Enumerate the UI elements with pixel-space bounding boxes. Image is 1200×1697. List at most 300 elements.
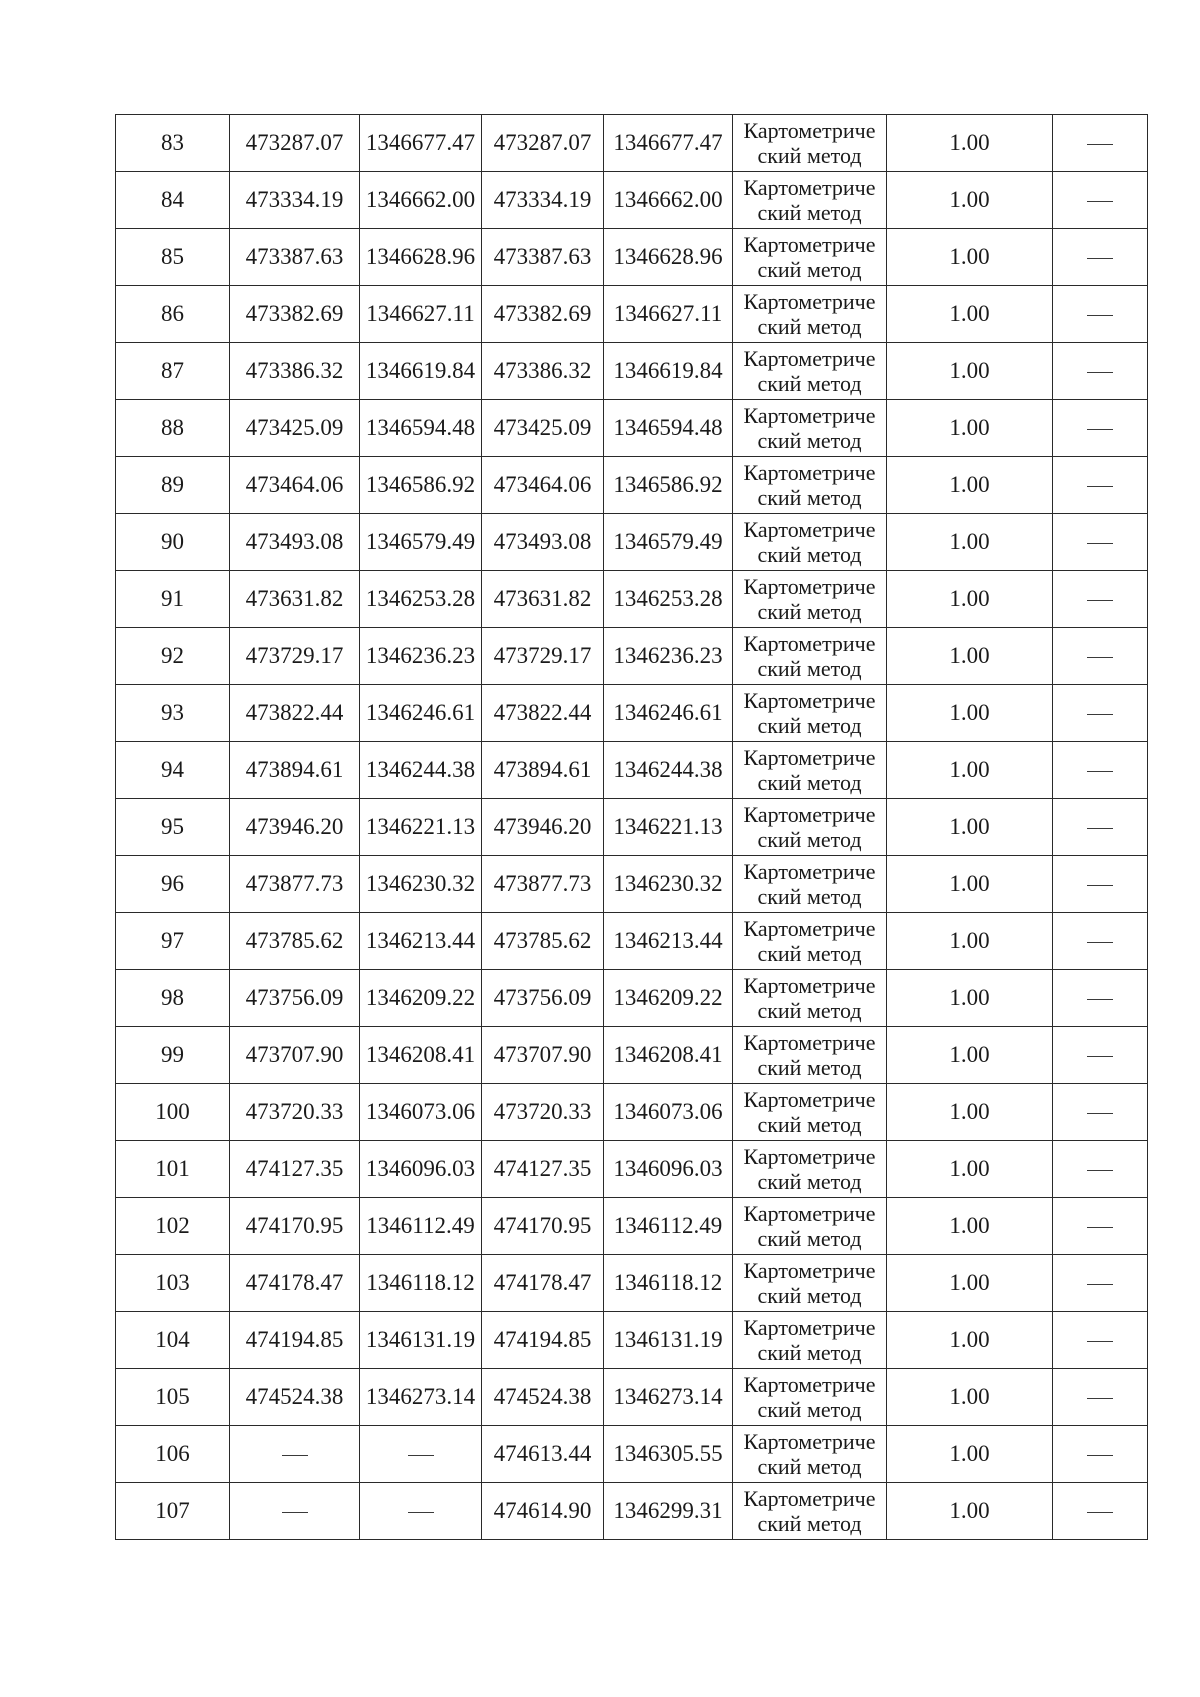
table-row — [116, 172, 1148, 229]
accuracy-cell: 1.00 — [887, 343, 1053, 400]
existing-x-cell: 474170.95 — [230, 1198, 360, 1255]
dash-mark — [1087, 1227, 1113, 1228]
existing-y-cell: 1346213.44 — [360, 913, 482, 970]
table-row — [116, 1084, 1148, 1141]
dash-mark — [1087, 1398, 1113, 1399]
dash-mark — [1087, 1284, 1113, 1285]
method-cell — [733, 571, 887, 628]
dash-mark — [1087, 657, 1113, 658]
table-row — [116, 970, 1148, 1027]
existing-y-cell: 1346208.41 — [360, 1027, 482, 1084]
method-text-line: Картометриче — [743, 517, 876, 542]
table-row — [116, 1483, 1148, 1540]
existing-x-cell — [230, 1483, 360, 1540]
method-text-line: Картометриче — [743, 403, 876, 428]
accuracy-cell: 1.00 — [887, 115, 1053, 172]
refined-x-cell: 473946.20 — [482, 799, 604, 856]
table-row — [116, 742, 1148, 799]
method-text-line: Картометриче — [743, 118, 876, 143]
method-text-line: Картометриче — [743, 1315, 876, 1340]
note-cell — [1053, 1483, 1148, 1540]
refined-y-cell: 1346131.19 — [604, 1312, 733, 1369]
refined-y-cell: 1346221.13 — [604, 799, 733, 856]
dash-mark — [1087, 1170, 1113, 1171]
existing-x-cell: 473387.63 — [230, 229, 360, 286]
method-text-line: Картометриче — [743, 916, 876, 941]
point-number-cell: 100 — [116, 1084, 230, 1141]
refined-y-cell: 1346628.96 — [604, 229, 733, 286]
note-cell — [1053, 1312, 1148, 1369]
method-cell — [733, 1483, 887, 1540]
refined-y-cell: 1346627.11 — [604, 286, 733, 343]
method-cell — [733, 457, 887, 514]
refined-x-cell: 473756.09 — [482, 970, 604, 1027]
accuracy-cell: 1.00 — [887, 1027, 1053, 1084]
accuracy-cell: 1.00 — [887, 628, 1053, 685]
dash-mark — [1087, 1341, 1113, 1342]
refined-x-cell: 474613.44 — [482, 1426, 604, 1483]
accuracy-cell: 1.00 — [887, 1084, 1053, 1141]
existing-y-cell: 1346253.28 — [360, 571, 482, 628]
refined-y-cell: 1346677.47 — [604, 115, 733, 172]
method-cell — [733, 115, 887, 172]
accuracy-cell: 1.00 — [887, 685, 1053, 742]
dash-mark — [1087, 258, 1113, 259]
method-text-line: Картометриче — [743, 1258, 876, 1283]
refined-x-cell: 474194.85 — [482, 1312, 604, 1369]
refined-x-cell: 473707.90 — [482, 1027, 604, 1084]
note-cell — [1053, 286, 1148, 343]
point-number-cell: 99 — [116, 1027, 230, 1084]
existing-x-cell — [230, 1426, 360, 1483]
note-cell — [1053, 1084, 1148, 1141]
point-number-cell: 96 — [116, 856, 230, 913]
existing-y-cell: 1346221.13 — [360, 799, 482, 856]
method-text-line: Картометриче — [743, 1372, 876, 1397]
method-cell — [733, 343, 887, 400]
note-cell — [1053, 970, 1148, 1027]
point-number-cell: 93 — [116, 685, 230, 742]
existing-y-cell — [360, 1483, 482, 1540]
existing-y-cell: 1346131.19 — [360, 1312, 482, 1369]
refined-x-cell: 474127.35 — [482, 1141, 604, 1198]
point-number-cell: 90 — [116, 514, 230, 571]
point-number-cell: 83 — [116, 115, 230, 172]
note-cell — [1053, 1027, 1148, 1084]
method-text-line: ский метод — [757, 485, 862, 510]
note-cell — [1053, 400, 1148, 457]
note-cell — [1053, 1369, 1148, 1426]
refined-y-cell: 1346112.49 — [604, 1198, 733, 1255]
method-text-line: ский метод — [757, 200, 862, 225]
existing-x-cell: 474178.47 — [230, 1255, 360, 1312]
method-text-line: ский метод — [757, 1397, 862, 1422]
refined-x-cell: 474524.38 — [482, 1369, 604, 1426]
accuracy-cell: 1.00 — [887, 1312, 1053, 1369]
method-text-line: ский метод — [757, 371, 862, 396]
refined-x-cell: 473822.44 — [482, 685, 604, 742]
table-row — [116, 115, 1148, 172]
table-row — [116, 628, 1148, 685]
note-cell — [1053, 742, 1148, 799]
existing-x-cell: 473877.73 — [230, 856, 360, 913]
method-text-line: Картометриче — [743, 460, 876, 485]
note-cell — [1053, 115, 1148, 172]
refined-y-cell: 1346209.22 — [604, 970, 733, 1027]
method-text-line: ский метод — [757, 314, 862, 339]
existing-y-cell: 1346579.49 — [360, 514, 482, 571]
refined-x-cell: 473894.61 — [482, 742, 604, 799]
existing-y-cell: 1346244.38 — [360, 742, 482, 799]
existing-x-cell: 473386.32 — [230, 343, 360, 400]
method-text-line: ский метод — [757, 656, 862, 681]
existing-x-cell: 473334.19 — [230, 172, 360, 229]
dash-mark — [1087, 144, 1113, 145]
method-cell — [733, 514, 887, 571]
refined-y-cell: 1346230.32 — [604, 856, 733, 913]
accuracy-cell: 1.00 — [887, 799, 1053, 856]
method-text-line: ский метод — [757, 1511, 862, 1536]
point-number-cell: 98 — [116, 970, 230, 1027]
accuracy-cell: 1.00 — [887, 229, 1053, 286]
existing-y-cell: 1346073.06 — [360, 1084, 482, 1141]
point-number-cell: 84 — [116, 172, 230, 229]
refined-y-cell: 1346246.61 — [604, 685, 733, 742]
existing-y-cell: 1346096.03 — [360, 1141, 482, 1198]
dash-mark — [1087, 714, 1113, 715]
table-row — [116, 799, 1148, 856]
dash-mark — [1087, 201, 1113, 202]
method-text-line: ский метод — [757, 1112, 862, 1137]
existing-y-cell: 1346677.47 — [360, 115, 482, 172]
method-text-line: ский метод — [757, 257, 862, 282]
method-text-line: Картометриче — [743, 1087, 876, 1112]
point-number-cell: 104 — [116, 1312, 230, 1369]
note-cell — [1053, 571, 1148, 628]
table-row — [116, 1198, 1148, 1255]
dash-mark — [1087, 828, 1113, 829]
table-body — [116, 115, 1148, 1540]
method-cell — [733, 1312, 887, 1369]
refined-x-cell: 473720.33 — [482, 1084, 604, 1141]
refined-y-cell: 1346586.92 — [604, 457, 733, 514]
method-text-line: ский метод — [757, 599, 862, 624]
coordinates-table — [115, 114, 1148, 1540]
method-text-line: ский метод — [757, 1169, 862, 1194]
accuracy-cell: 1.00 — [887, 1198, 1053, 1255]
refined-x-cell: 473631.82 — [482, 571, 604, 628]
existing-y-cell: 1346586.92 — [360, 457, 482, 514]
method-text-line: ский метод — [757, 1340, 862, 1365]
accuracy-cell: 1.00 — [887, 172, 1053, 229]
accuracy-cell: 1.00 — [887, 1483, 1053, 1540]
method-cell — [733, 1369, 887, 1426]
existing-x-cell: 474194.85 — [230, 1312, 360, 1369]
refined-y-cell: 1346236.23 — [604, 628, 733, 685]
dash-mark — [1087, 942, 1113, 943]
method-text-line: ский метод — [757, 428, 862, 453]
table-row — [116, 1027, 1148, 1084]
note-cell — [1053, 514, 1148, 571]
method-cell — [733, 1198, 887, 1255]
existing-x-cell: 474524.38 — [230, 1369, 360, 1426]
dash-mark — [1087, 315, 1113, 316]
method-cell — [733, 799, 887, 856]
method-text-line: ский метод — [757, 1226, 862, 1251]
table-row — [116, 1426, 1148, 1483]
method-text-line: ский метод — [757, 542, 862, 567]
note-cell — [1053, 628, 1148, 685]
dash-mark — [1087, 885, 1113, 886]
existing-y-cell: 1346273.14 — [360, 1369, 482, 1426]
note-cell — [1053, 457, 1148, 514]
existing-x-cell: 473785.62 — [230, 913, 360, 970]
refined-y-cell: 1346299.31 — [604, 1483, 733, 1540]
note-cell — [1053, 856, 1148, 913]
method-text-line: Картометриче — [743, 745, 876, 770]
method-text-line: Картометриче — [743, 802, 876, 827]
existing-x-cell: 473822.44 — [230, 685, 360, 742]
accuracy-cell: 1.00 — [887, 913, 1053, 970]
existing-x-cell: 473493.08 — [230, 514, 360, 571]
dash-mark — [1087, 429, 1113, 430]
refined-x-cell: 473387.63 — [482, 229, 604, 286]
table-row — [116, 913, 1148, 970]
existing-y-cell: 1346118.12 — [360, 1255, 482, 1312]
existing-x-cell: 473425.09 — [230, 400, 360, 457]
method-cell — [733, 856, 887, 913]
existing-x-cell: 473707.90 — [230, 1027, 360, 1084]
point-number-cell: 107 — [116, 1483, 230, 1540]
table-row — [116, 856, 1148, 913]
method-text-line: ский метод — [757, 1454, 862, 1479]
note-cell — [1053, 1426, 1148, 1483]
table-row — [116, 1312, 1148, 1369]
dash-mark — [1087, 1056, 1113, 1057]
method-cell — [733, 229, 887, 286]
accuracy-cell: 1.00 — [887, 400, 1053, 457]
existing-x-cell: 474127.35 — [230, 1141, 360, 1198]
dash-mark — [1087, 600, 1113, 601]
refined-x-cell: 474178.47 — [482, 1255, 604, 1312]
point-number-cell: 101 — [116, 1141, 230, 1198]
refined-y-cell: 1346213.44 — [604, 913, 733, 970]
existing-x-cell: 473894.61 — [230, 742, 360, 799]
dash-mark — [1087, 999, 1113, 1000]
existing-y-cell: 1346619.84 — [360, 343, 482, 400]
point-number-cell: 86 — [116, 286, 230, 343]
existing-x-cell: 473287.07 — [230, 115, 360, 172]
dash-mark — [1087, 486, 1113, 487]
point-number-cell: 91 — [116, 571, 230, 628]
table-row — [116, 286, 1148, 343]
refined-x-cell: 473382.69 — [482, 286, 604, 343]
method-text-line: Картометриче — [743, 1429, 876, 1454]
dash-mark — [282, 1512, 308, 1513]
accuracy-cell: 1.00 — [887, 742, 1053, 799]
method-cell — [733, 1255, 887, 1312]
refined-y-cell: 1346579.49 — [604, 514, 733, 571]
method-cell — [733, 970, 887, 1027]
point-number-cell: 94 — [116, 742, 230, 799]
refined-x-cell: 473334.19 — [482, 172, 604, 229]
method-text-line: ский метод — [757, 827, 862, 852]
method-text-line: Картометриче — [743, 346, 876, 371]
dash-mark — [408, 1512, 434, 1513]
existing-y-cell: 1346627.11 — [360, 286, 482, 343]
existing-x-cell: 473946.20 — [230, 799, 360, 856]
method-text-line: ский метод — [757, 713, 862, 738]
note-cell — [1053, 343, 1148, 400]
table-row — [116, 685, 1148, 742]
accuracy-cell: 1.00 — [887, 1369, 1053, 1426]
existing-y-cell — [360, 1426, 482, 1483]
table-row — [116, 400, 1148, 457]
refined-x-cell: 473729.17 — [482, 628, 604, 685]
existing-y-cell: 1346230.32 — [360, 856, 482, 913]
note-cell — [1053, 229, 1148, 286]
existing-y-cell: 1346236.23 — [360, 628, 482, 685]
accuracy-cell: 1.00 — [887, 1255, 1053, 1312]
method-text-line: Картометриче — [743, 631, 876, 656]
table-row — [116, 1369, 1148, 1426]
accuracy-cell: 1.00 — [887, 571, 1053, 628]
accuracy-cell: 1.00 — [887, 514, 1053, 571]
method-text-line: ский метод — [757, 998, 862, 1023]
refined-y-cell: 1346118.12 — [604, 1255, 733, 1312]
method-text-line: ский метод — [757, 941, 862, 966]
accuracy-cell: 1.00 — [887, 970, 1053, 1027]
existing-x-cell: 473382.69 — [230, 286, 360, 343]
existing-x-cell: 473631.82 — [230, 571, 360, 628]
existing-x-cell: 473720.33 — [230, 1084, 360, 1141]
existing-y-cell: 1346594.48 — [360, 400, 482, 457]
method-cell — [733, 400, 887, 457]
existing-x-cell: 473729.17 — [230, 628, 360, 685]
method-cell — [733, 628, 887, 685]
refined-y-cell: 1346073.06 — [604, 1084, 733, 1141]
method-cell — [733, 1027, 887, 1084]
dash-mark — [1087, 1455, 1113, 1456]
existing-x-cell: 473756.09 — [230, 970, 360, 1027]
refined-x-cell: 473877.73 — [482, 856, 604, 913]
method-cell — [733, 742, 887, 799]
dash-mark — [1087, 543, 1113, 544]
refined-x-cell: 473386.32 — [482, 343, 604, 400]
method-text-line: ский метод — [757, 1283, 862, 1308]
method-text-line: ский метод — [757, 884, 862, 909]
method-cell — [733, 913, 887, 970]
refined-y-cell: 1346594.48 — [604, 400, 733, 457]
accuracy-cell: 1.00 — [887, 856, 1053, 913]
refined-x-cell: 474614.90 — [482, 1483, 604, 1540]
dash-mark — [1087, 372, 1113, 373]
refined-y-cell: 1346208.41 — [604, 1027, 733, 1084]
method-cell — [733, 1084, 887, 1141]
point-number-cell: 85 — [116, 229, 230, 286]
point-number-cell: 105 — [116, 1369, 230, 1426]
refined-x-cell: 473493.08 — [482, 514, 604, 571]
method-text-line: Картометриче — [743, 1201, 876, 1226]
method-text-line: Картометриче — [743, 1144, 876, 1169]
accuracy-cell: 1.00 — [887, 1141, 1053, 1198]
point-number-cell: 87 — [116, 343, 230, 400]
point-number-cell: 106 — [116, 1426, 230, 1483]
note-cell — [1053, 1141, 1148, 1198]
existing-y-cell: 1346246.61 — [360, 685, 482, 742]
method-cell — [733, 172, 887, 229]
point-number-cell: 102 — [116, 1198, 230, 1255]
refined-x-cell: 473464.06 — [482, 457, 604, 514]
table-row — [116, 571, 1148, 628]
note-cell — [1053, 685, 1148, 742]
note-cell — [1053, 913, 1148, 970]
existing-y-cell: 1346628.96 — [360, 229, 482, 286]
method-text-line: ский метод — [757, 143, 862, 168]
refined-y-cell: 1346273.14 — [604, 1369, 733, 1426]
refined-y-cell: 1346096.03 — [604, 1141, 733, 1198]
refined-y-cell: 1346244.38 — [604, 742, 733, 799]
existing-y-cell: 1346112.49 — [360, 1198, 482, 1255]
point-number-cell: 89 — [116, 457, 230, 514]
table-row — [116, 457, 1148, 514]
note-cell — [1053, 1198, 1148, 1255]
dash-mark — [1087, 1113, 1113, 1114]
method-cell — [733, 286, 887, 343]
table-row — [116, 514, 1148, 571]
accuracy-cell: 1.00 — [887, 286, 1053, 343]
method-text-line: Картометриче — [743, 1030, 876, 1055]
method-text-line: Картометриче — [743, 175, 876, 200]
method-text-line: Картометриче — [743, 973, 876, 998]
method-text-line: Картометриче — [743, 232, 876, 257]
existing-y-cell: 1346209.22 — [360, 970, 482, 1027]
method-text-line: Картометриче — [743, 688, 876, 713]
method-cell — [733, 1141, 887, 1198]
table-row — [116, 343, 1148, 400]
method-text-line: ский метод — [757, 1055, 862, 1080]
accuracy-cell: 1.00 — [887, 457, 1053, 514]
refined-y-cell: 1346619.84 — [604, 343, 733, 400]
refined-x-cell: 474170.95 — [482, 1198, 604, 1255]
refined-x-cell: 473785.62 — [482, 913, 604, 970]
table-row — [116, 1255, 1148, 1312]
note-cell — [1053, 172, 1148, 229]
refined-y-cell: 1346305.55 — [604, 1426, 733, 1483]
dash-mark — [408, 1455, 434, 1456]
dash-mark — [282, 1455, 308, 1456]
note-cell — [1053, 799, 1148, 856]
point-number-cell: 88 — [116, 400, 230, 457]
table-row — [116, 229, 1148, 286]
accuracy-cell: 1.00 — [887, 1426, 1053, 1483]
method-text-line: Картометриче — [743, 574, 876, 599]
refined-y-cell: 1346662.00 — [604, 172, 733, 229]
method-text-line: Картометриче — [743, 859, 876, 884]
dash-mark — [1087, 771, 1113, 772]
table-row — [116, 1141, 1148, 1198]
point-number-cell: 92 — [116, 628, 230, 685]
dash-mark — [1087, 1512, 1113, 1513]
point-number-cell: 103 — [116, 1255, 230, 1312]
method-text-line: Картометриче — [743, 1486, 876, 1511]
method-cell — [733, 685, 887, 742]
point-number-cell: 97 — [116, 913, 230, 970]
existing-y-cell: 1346662.00 — [360, 172, 482, 229]
note-cell — [1053, 1255, 1148, 1312]
method-text-line: ский метод — [757, 770, 862, 795]
refined-x-cell: 473287.07 — [482, 115, 604, 172]
